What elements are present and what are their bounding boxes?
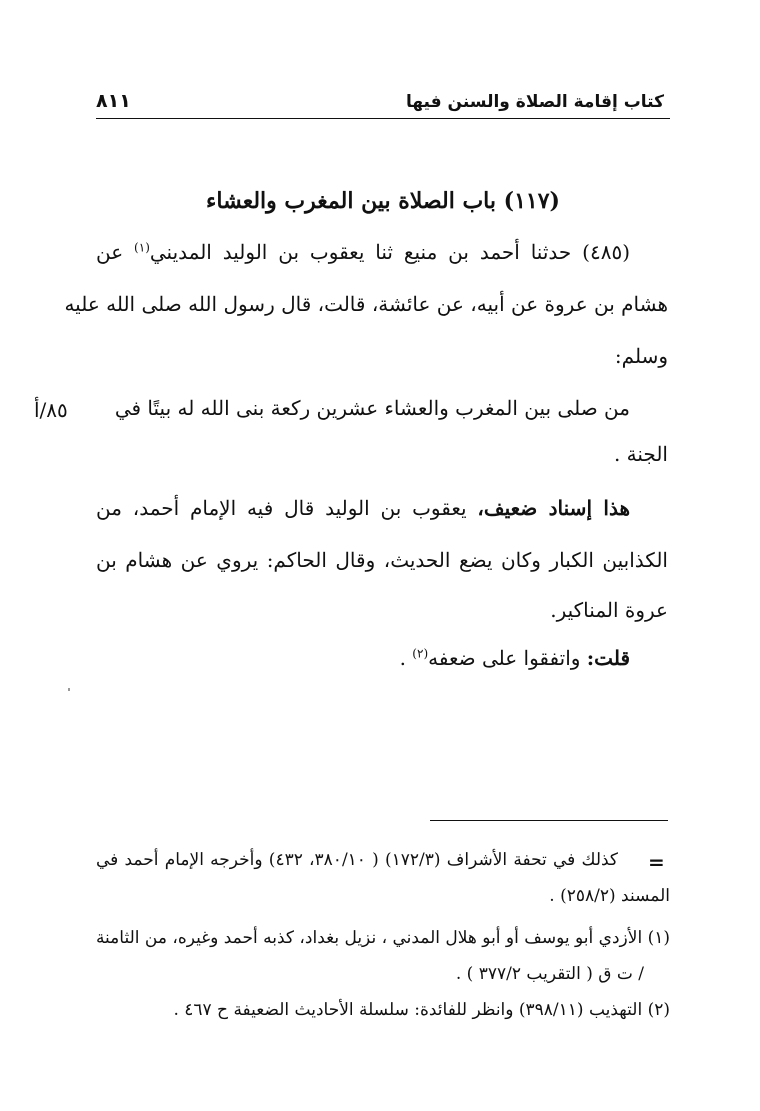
grading-text: يعقوب بن الوليد قال فيه الإمام أحمد، من — [96, 496, 478, 520]
grading-line-3: عروة المناكير. — [550, 598, 668, 622]
page-number: ٨١١ — [96, 90, 131, 112]
footnote-ref-2: (٢) — [412, 646, 429, 661]
footnote-1-line-1: (١) الأزدي أبو يوسف أو أبو هلال المدني ، نزيل بغداد، كذبه أحمد وغيره، من الثامنة — [95, 928, 670, 948]
footnote-separator — [430, 820, 668, 821]
chapter-heading: (١١٧) باب الصلاة بين المغرب والعشاء — [206, 188, 560, 214]
hadith-isnad-line-1 — [96, 240, 668, 264]
footnote-1-line-2: / ت ق ( التقريب ٣٧٧/٢ ) . — [455, 964, 644, 984]
hadith-isnad-line-3: وسلم: — [614, 344, 668, 368]
footnote-2-line-1: (٢) التهذيب (٣٩٨/١١) وانظر للفائدة: سلسلة الأحاديث الضعيفة ح ٤٦٧ . — [173, 1000, 670, 1020]
footnote-ref-1: (١) — [134, 240, 150, 255]
hadith-isnad-line-2: هشام بن عروة عن أبيه، عن عائشة، قالت، قال رسول الله صلى الله عليه — [64, 292, 668, 316]
grading-line-1 — [96, 496, 668, 520]
comment-label: قلت: — [586, 646, 630, 670]
margin-folio-note: ٨٥/أ — [34, 398, 68, 422]
grading-label: هذا إسناد ضعيف، — [477, 496, 631, 520]
comment-text: واتفقوا على ضعفه — [428, 646, 587, 670]
comment-end: . — [399, 646, 413, 670]
running-header — [96, 88, 670, 119]
page-speck — [68, 688, 70, 691]
footnote-continued-line-2: المسند (٢٥٨/٢) . — [549, 886, 670, 906]
footnote-continued-line-1: كذلك في تحفة الأشراف (١٧٢/٣) ( ٣٨٠/١٠، ٤٣٢) وأخرجه الإمام أحمد في — [96, 850, 619, 870]
hadith-matn-line-2: الجنة . — [613, 442, 668, 466]
continuation-mark: = — [648, 850, 665, 874]
grading-line-2: الكذابين الكبار وكان يضع الحديث، وقال الحاكم: يروي عن هشام بن — [96, 548, 668, 572]
header-title: كتاب إقامة الصلاة والسنن فيها — [405, 92, 664, 112]
isnad-text-end: عن — [96, 240, 135, 264]
comment-line — [96, 646, 668, 670]
hadith-matn-line-1: من صلى بين المغرب والعشاء عشرين ركعة بنى الله له بيتًا في — [114, 396, 630, 420]
isnad-text: (٤٨٥) حدثنا أحمد بن منيع ثنا يعقوب بن الوليد المديني — [149, 240, 630, 264]
